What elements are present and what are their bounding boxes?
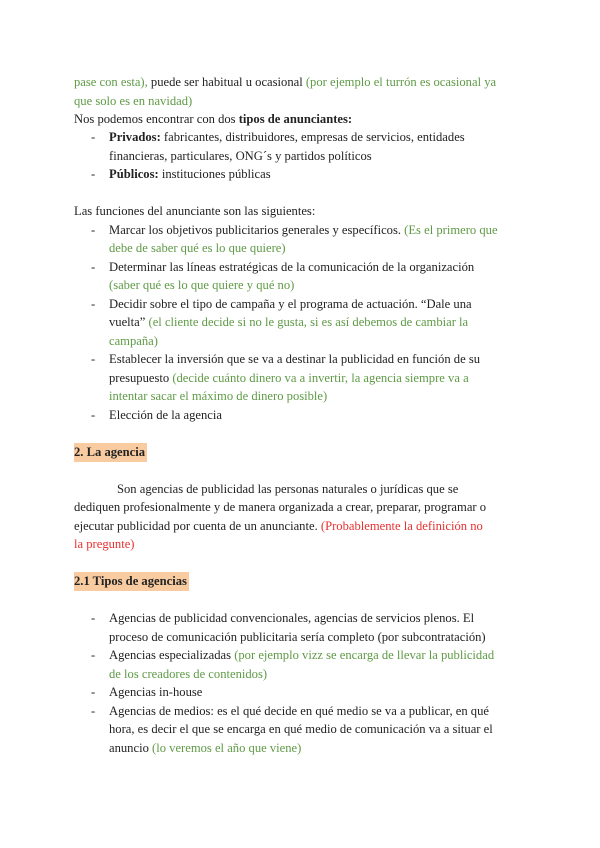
- body-text: puede ser habitual u ocasional: [147, 75, 306, 89]
- bold-text: Privados:: [109, 130, 161, 144]
- list-item: Establecer la inversión que se va a destinar la publicidad en función de su: [109, 352, 481, 366]
- list-item: Elección de la agencia: [109, 408, 222, 422]
- list-dash: -: [91, 408, 96, 422]
- list-dash: -: [91, 260, 96, 274]
- list-item: Agencias de publicidad convencionales, agencias de servicios plenos. El: [109, 611, 475, 625]
- list-item-cont: hora, es decir el que se encarga en qué medio de comunicación va a situar el: [109, 722, 493, 736]
- list-item: [109, 165, 271, 183]
- list-dash: -: [91, 297, 96, 311]
- paragraph-line: la pregunte): [74, 537, 135, 551]
- body-text: ejecutar publicidad por cuenta de un anunciante.: [74, 519, 321, 533]
- note-text: (Es el primero que: [404, 223, 498, 237]
- list-dash: -: [91, 223, 96, 237]
- body-text: Nos podemos encontrar con dos: [74, 112, 239, 126]
- list-item-cont: intentar sacar el máximo de dinero posible): [109, 389, 328, 403]
- body-text: Agencias especializadas: [109, 648, 235, 662]
- list-item-cont: [109, 369, 469, 387]
- list-item-cont: debe de saber qué es lo que quiere): [109, 241, 286, 255]
- list-dash: -: [91, 352, 96, 366]
- list-item: [109, 221, 498, 239]
- list-dash: -: [91, 685, 96, 699]
- bold-text: tipos de anunciantes:: [238, 112, 353, 126]
- list-item-cont: [109, 739, 301, 757]
- list-item: [109, 646, 494, 664]
- list-item: Determinar las líneas estratégicas de la comunicación de la organización: [109, 260, 475, 274]
- note-text: (por ejemplo vizz se encarga de llevar la publicidad: [234, 648, 495, 662]
- note-text: (el cliente decide si no le gusta, si es así debemos de cambiar la: [148, 315, 469, 329]
- list-item: Agencias de medios: es el qué decide en qué medio se va a publicar, en qué: [109, 704, 489, 718]
- list-item: Decidir sobre el tipo de campaña y el programa de actuación. “Dale una: [109, 297, 472, 311]
- note-text: (decide cuánto dinero va a invertir, la agencia siempre va a: [172, 371, 469, 385]
- list-item-cont: (saber qué es lo que quiere y qué no): [109, 278, 295, 292]
- list-item-cont: campaña): [109, 334, 158, 348]
- list-item-cont: proceso de comunicación publicitaria sería completo (por subcontratación): [109, 630, 486, 644]
- body-text: instituciones públicas: [158, 167, 271, 181]
- note-text-red: (Probablemente la definición no: [320, 519, 483, 533]
- list-item: [109, 128, 465, 146]
- list-item-cont: de los creadores de contenidos): [109, 667, 268, 681]
- paragraph-line: [74, 517, 483, 535]
- list-item: Agencias in-house: [109, 685, 203, 699]
- body-text: vuelta”: [109, 315, 149, 329]
- list-dash: -: [91, 167, 96, 181]
- body-text: Marcar los objetivos publicitarios generales y específicos.: [109, 223, 405, 237]
- list-dash: -: [91, 611, 96, 625]
- body-text: presupuesto: [109, 371, 173, 385]
- section-heading-agencia: 2. La agencia: [74, 443, 147, 462]
- list-item-cont: financieras, particulares, ONG´s y partidos políticos: [109, 149, 372, 163]
- list-item-cont: [109, 313, 468, 331]
- body-text: fabricantes, distribuidores, empresas de servicios, entidades: [160, 130, 465, 144]
- note-text: (lo veremos el año que viene): [152, 741, 302, 755]
- paragraph-line: Son agencias de publicidad las personas naturales o jurídicas que se: [117, 482, 459, 496]
- body-text: anuncio: [109, 741, 153, 755]
- section-heading-tipos: 2.1 Tipos de agencias: [74, 572, 189, 591]
- intro-line-2: que solo es en navidad): [74, 94, 193, 108]
- list-dash: -: [91, 648, 96, 662]
- intro-line-3: [74, 110, 352, 128]
- note-text: (por ejemplo el turrón es ocasional ya: [305, 75, 497, 89]
- list-dash: -: [91, 704, 96, 718]
- paragraph-line: dediquen profesionalmente y de manera organizada a crear, preparar, programar o: [74, 500, 487, 514]
- funciones-title: Las funciones del anunciante son las siguientes:: [74, 204, 316, 218]
- list-dash: -: [91, 130, 96, 144]
- bold-text: Públicos:: [109, 167, 159, 181]
- intro-line-1: [74, 73, 496, 91]
- note-text: pase con esta),: [74, 75, 148, 89]
